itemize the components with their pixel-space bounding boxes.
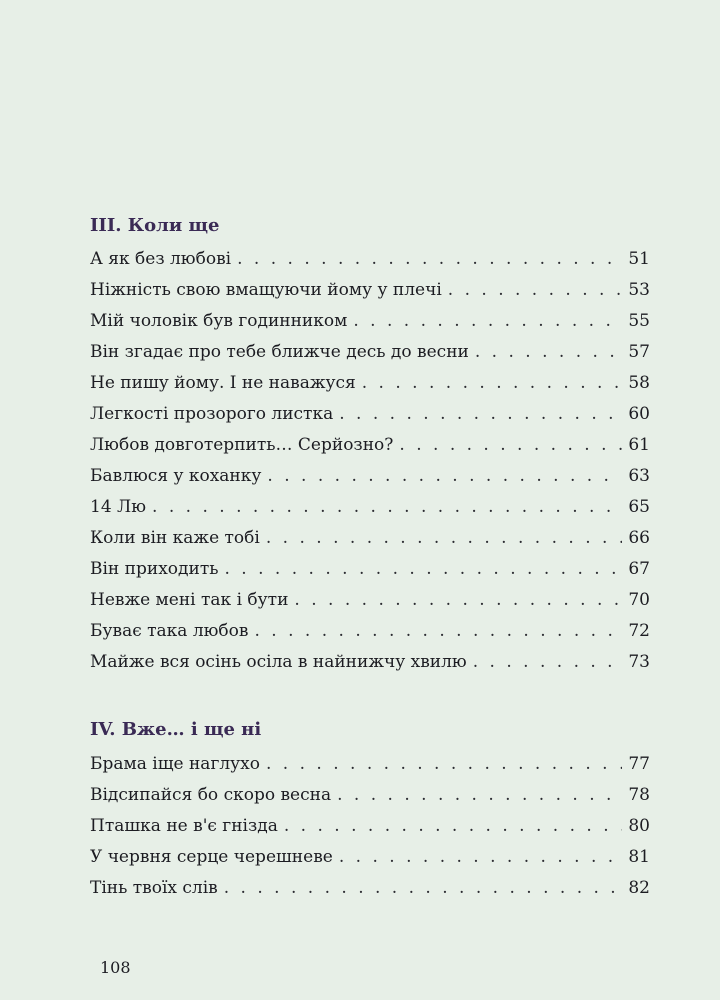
- dot-leader: [339, 843, 622, 871]
- toc-entry: [90, 276, 650, 304]
- section-title-iii: III. Коли ще: [90, 215, 220, 236]
- entry-title: Брама іще наглухо: [90, 754, 260, 774]
- toc-entry: [90, 781, 650, 809]
- toc-entry: [90, 555, 650, 583]
- dot-leader: [224, 874, 622, 902]
- entry-page: 55: [628, 311, 650, 331]
- entry-title: Пташка не в'є гнізда: [90, 816, 278, 836]
- toc-entry: [90, 369, 650, 397]
- entry-title: Він приходить: [90, 559, 219, 579]
- dot-leader: [294, 586, 622, 614]
- entry-page: 72: [628, 621, 650, 641]
- entry-page: 67: [628, 559, 650, 579]
- entry-title: Буває така любов: [90, 621, 249, 641]
- entry-page: 63: [628, 466, 650, 486]
- dot-leader: [399, 431, 622, 459]
- toc-entry: [90, 750, 650, 778]
- entry-title: Він згадає про тебе ближче десь до весни: [90, 342, 469, 362]
- entry-page: 80: [628, 816, 650, 836]
- toc-entry: [90, 431, 650, 459]
- toc-entry: [90, 400, 650, 428]
- dot-leader: [362, 369, 622, 397]
- toc-entry: [90, 586, 650, 614]
- entry-title: Любов довготерпить… Серйозно?: [90, 435, 394, 455]
- toc-entry: [90, 462, 650, 490]
- dot-leader: [266, 524, 622, 552]
- dot-leader: [237, 245, 622, 273]
- toc-entry: [90, 493, 650, 521]
- toc-entry: [90, 843, 650, 871]
- entry-title: 14 Лю: [90, 497, 147, 517]
- entry-page: 82: [628, 878, 650, 898]
- toc-entry: [90, 874, 650, 902]
- dot-leader: [353, 307, 622, 335]
- entry-page: 73: [628, 652, 650, 672]
- entry-title: Майже вся осінь осіла в найнижчу хвилю: [90, 652, 467, 672]
- dot-leader: [473, 648, 622, 676]
- entry-page: 65: [628, 497, 650, 517]
- entry-title: Легкості прозорого листка: [90, 404, 334, 424]
- entry-page: 70: [628, 590, 650, 610]
- entry-page: 57: [628, 342, 650, 362]
- entry-title: Коли він каже тобі: [90, 528, 260, 548]
- dot-leader: [339, 400, 622, 428]
- toc-entry: [90, 338, 650, 366]
- entry-title: А як без любові: [90, 249, 232, 269]
- entry-title: У червня серце черешневе: [90, 847, 333, 867]
- dot-leader: [448, 276, 622, 304]
- entry-page: 51: [628, 249, 650, 269]
- entry-title: Відсипайся бо скоро весна: [90, 785, 332, 805]
- dot-leader: [337, 781, 622, 809]
- toc-entry: [90, 524, 650, 552]
- entry-page: 60: [628, 404, 650, 424]
- entry-title: Ніжність свою вмащуючи йому у плечі: [90, 280, 442, 300]
- dot-leader: [152, 493, 622, 521]
- toc-entry: [90, 245, 650, 273]
- toc-entry: [90, 812, 650, 840]
- entry-page: 58: [628, 373, 650, 393]
- entry-page: 66: [628, 528, 650, 548]
- entry-title: Тінь твоїх слів: [90, 878, 218, 898]
- dot-leader: [225, 555, 623, 583]
- entry-page: 78: [628, 785, 650, 805]
- entry-page: 81: [628, 847, 650, 867]
- entry-title: Невже мені так і бути: [90, 590, 289, 610]
- entry-title: Бавлюся у коханку: [90, 466, 262, 486]
- toc-entry: [90, 648, 650, 676]
- section-title-iv: IV. Вже… і ще ні: [90, 719, 262, 740]
- dot-leader: [267, 462, 622, 490]
- toc-entry: [90, 307, 650, 335]
- toc-entry: [90, 617, 650, 645]
- dot-leader: [284, 812, 622, 840]
- dot-leader: [254, 617, 622, 645]
- dot-leader: [266, 750, 622, 778]
- entry-title: Мій чоловік був годинником: [90, 311, 348, 331]
- entry-page: 77: [628, 754, 650, 774]
- dot-leader: [475, 338, 622, 366]
- entry-page: 61: [628, 435, 650, 455]
- entry-page: 53: [628, 280, 650, 300]
- entry-title: Не пишу йому. І не наважуся: [90, 373, 356, 393]
- page-number: 108: [100, 958, 131, 977]
